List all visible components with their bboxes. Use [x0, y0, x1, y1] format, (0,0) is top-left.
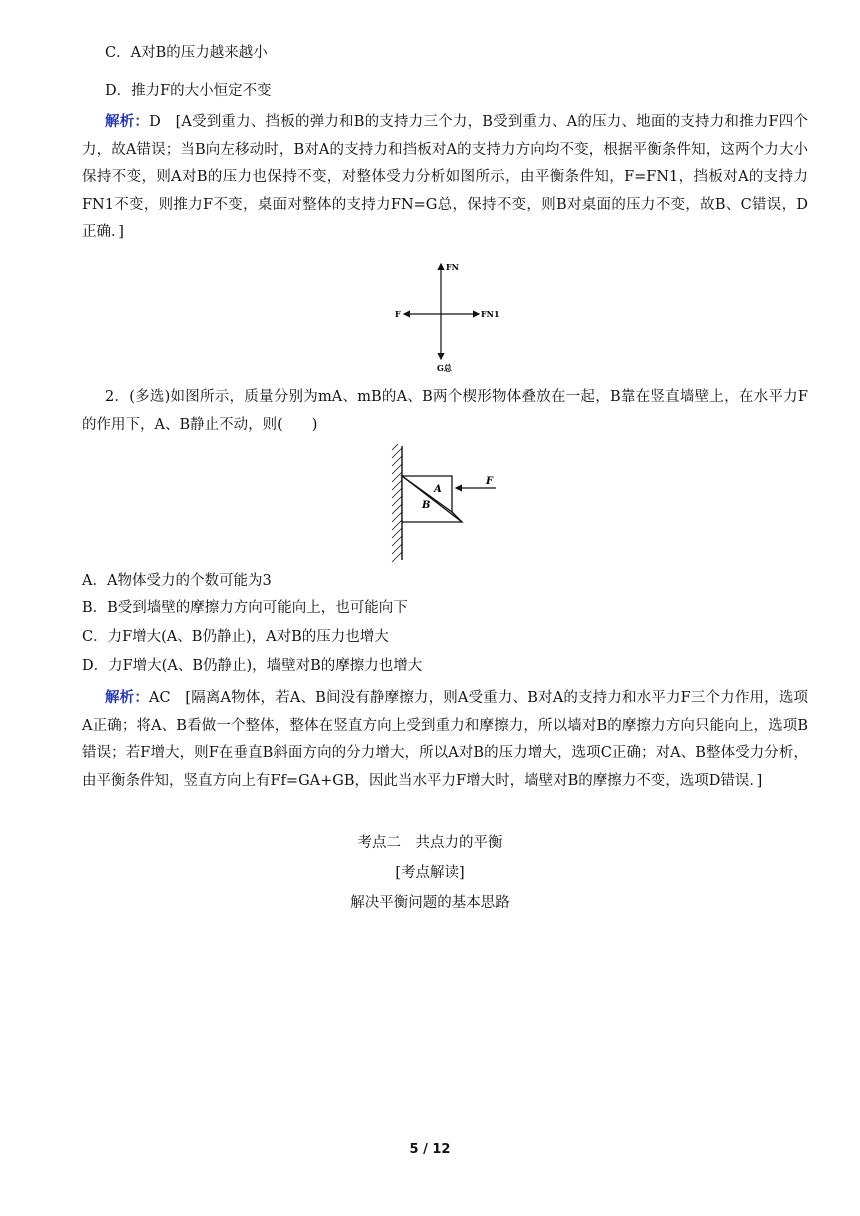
q2-analysis	[82, 684, 808, 795]
section-title: 考点二 共点力的平衡	[357, 835, 503, 851]
wedge-a-label: A	[434, 484, 442, 495]
q2-option-c: C．力F增大(A、B仍静止)，A对B的压力也增大	[82, 629, 389, 645]
f-label: F	[395, 309, 401, 319]
q2-analysis-text: AC [隔离A物体，若A、B间没有静摩擦力，则A受重力、B对A的支持力和水平力F三个力作用，选项A正确；将A、B看做一个整体，整体在竖直方向上受到重力和摩擦力，所以墙对B的摩擦力方向只能向上，选项B错误；若F增大，则F在垂直B斜面方向的分力增大，所以A对B的压力增大，选项C正确；对A、B整体受力分析，由平衡条件知，竖直方向上有Ff=GA+GB，因此当水平力F增大时，墙壁对B的摩擦力不变，选项D错误．]	[82, 690, 809, 789]
force-diagram	[385, 258, 505, 378]
wedge-b-label: B	[422, 500, 431, 511]
q1-analysis	[82, 108, 808, 247]
analysis-label: 解析：	[105, 689, 149, 706]
fn1-label: FN1	[481, 309, 500, 319]
q2-option-a: A．A物体受力的个数可能为3	[82, 573, 272, 589]
q2-stem: 2．(多选)如图所示，质量分别为mA、mB的A、B两个楔形物体叠放在一起，B靠在竖直墙壁上，在水平力F的作用下，A、B静止不动，则( )	[82, 389, 808, 433]
wedge-diagram	[390, 444, 510, 564]
section-subtitle: [考点解读]	[395, 865, 465, 881]
q1-option-c: C．A对B的压力越来越小	[105, 45, 268, 61]
g-label: G总	[437, 363, 452, 373]
force-f-label: F	[486, 476, 494, 487]
q2-option-d: D．力F增大(A、B仍静止)，墙壁对B的摩擦力也增大	[82, 658, 423, 674]
q2-option-b: B．B受到墙壁的摩擦力方向可能向上，也可能向下	[82, 600, 408, 616]
fn-label: FN	[446, 262, 459, 272]
section-heading: 解决平衡问题的基本思路	[350, 895, 510, 911]
analysis-label: 解析：	[105, 113, 150, 130]
q1-analysis-text: D [A受到重力、挡板的弹力和B的支持力三个力，B受到重力、A的压力、地面的支持力和推力F四个力，故A错误；当B向左移动时，B对A的支持力和挡板对A的支持力方向均不变，根据平衡条件知，这两个力大小保持不变，则A对B的压力也保持不变，对整体受力分析如图所示，由平衡条件知，F=FN1，挡板对A的支持力FN1不变，则推力F不变，桌面对整体的支持力FN=G总，保持不变，则B对桌面的压力不变，故B、C错误，D正确．]	[82, 114, 809, 240]
q1-option-d: D．推力F的大小恒定不变	[105, 83, 272, 99]
page-number: 5 / 12	[409, 1142, 451, 1157]
